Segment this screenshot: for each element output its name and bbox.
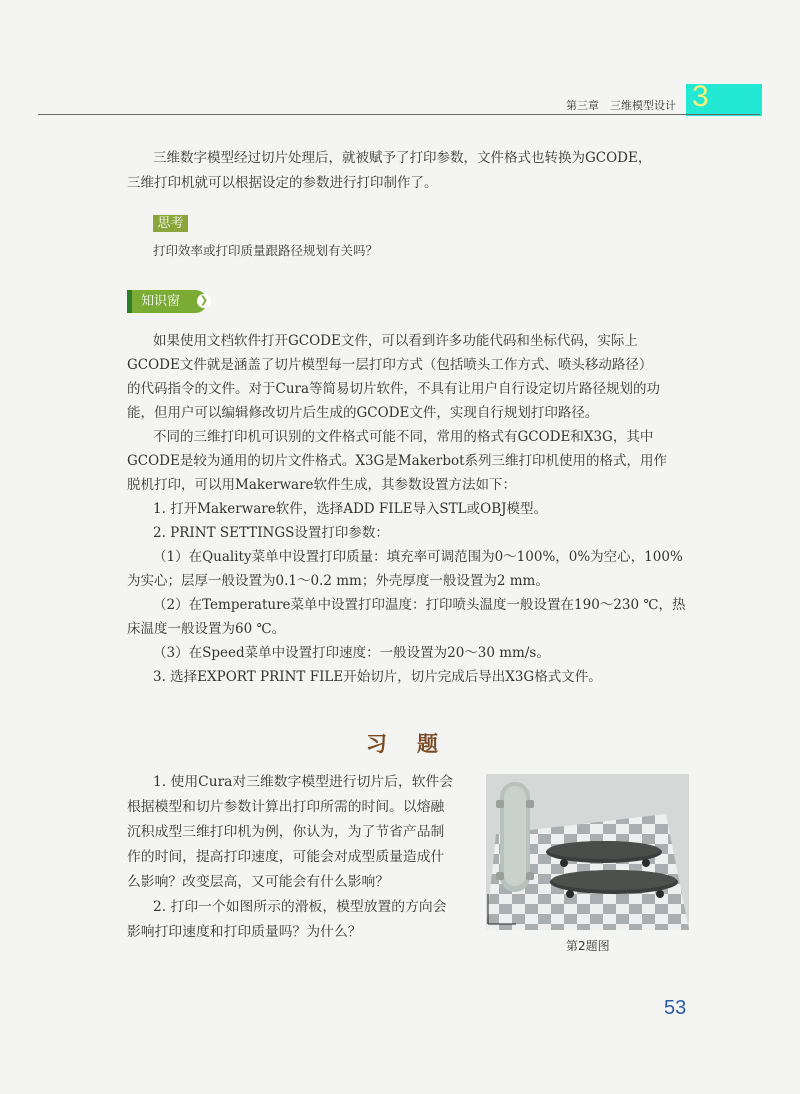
knowledge-line: 2. PRINT SETTINGS设置打印参数： xyxy=(153,525,389,541)
knowledge-line: 为实心；层厚一般设置为0.1～0.2 mm；外壳厚度一般设置为2 mm。 xyxy=(127,573,549,589)
header-rule xyxy=(38,114,760,115)
exercise-line: 2. 打印一个如图所示的滑板，模型放置的方向会 xyxy=(153,899,447,915)
chapter-number: 3 xyxy=(692,80,709,113)
chevron-right-icon: ❯ xyxy=(197,294,211,308)
knowledge-line: GCODE是较为通用的切片文件格式。X3G是Makerbot系列三维打印机使用的格式，用作 xyxy=(127,453,668,469)
think-label: 思考 xyxy=(153,215,188,232)
exercise-line: 作的时间，提高打印速度，可能会对成型质量造成什 xyxy=(127,849,445,865)
exercise-line: 沉积成型三维打印机为例，你认为，为了节省产品制 xyxy=(127,824,445,840)
knowledge-line: 如果使用文档软件打开GCODE文件，可以看到许多功能代码和坐标代码，实际上 xyxy=(153,333,638,349)
exercise-line: 1. 使用Cura对三维数字模型进行切片后，软件会 xyxy=(153,774,454,790)
knowledge-line: （2）在Temperature菜单中设置打印温度：打印喷头温度一般设置在190～230 ℃，热 xyxy=(153,597,686,613)
exercise-line: 么影响？改变层高，又可能会有什么影响？ xyxy=(127,874,390,890)
knowledge-line: GCODE文件就是涵盖了切片模型每一层打印方式（包括喷头工作方式、喷头移动路径） xyxy=(127,357,653,373)
knowledge-line: 的代码指令的文件。对于Cura等简易切片软件，不具有让用户自行设定切片路径规划的功 xyxy=(127,381,661,397)
running-header: 第三章 三维模型设计 xyxy=(566,99,676,112)
knowledge-line: 能，但用户可以编辑修改切片后生成的GCODE文件，实现自行规划打印路径。 xyxy=(127,405,599,421)
exercises-title: 习题 xyxy=(366,732,468,756)
knowledge-line: 床温度一般设置为60 ℃。 xyxy=(127,621,286,637)
knowledge-label: 知识窗 xyxy=(127,290,207,313)
knowledge-line: 3. 选择EXPORT PRINT FILE开始切片，切片完成后导出X3G格式文件。 xyxy=(153,669,602,685)
intro-line: 三维数字模型经过切片处理后，就被赋予了打印参数，文件格式也转换为GCODE， xyxy=(153,150,652,166)
intro-line: 三维打印机就可以根据设定的参数进行打印制作了。 xyxy=(127,175,438,191)
skateboard-figure xyxy=(486,774,689,930)
knowledge-label-bar xyxy=(127,290,132,313)
skateboard-illustration xyxy=(486,774,689,930)
think-question: 打印效率或打印质量跟路径规划有关吗？ xyxy=(153,243,379,258)
figure-caption: 第2题图 xyxy=(566,939,610,953)
knowledge-line: （1）在Quality菜单中设置打印质量：填充率可调范围为0～100%，0%为空心，100% xyxy=(153,549,683,565)
page-number: 53 xyxy=(664,997,687,1019)
knowledge-line: 脱机打印，可以用Makerware软件生成，其参数设置方法如下： xyxy=(127,477,517,493)
knowledge-line: （3）在Speed菜单中设置打印速度：一般设置为20～30 mm/s。 xyxy=(153,645,550,661)
exercise-line: 影响打印速度和打印质量吗？为什么？ xyxy=(127,924,362,940)
exercise-line: 根据模型和切片参数计算出打印所需的时间。以熔融 xyxy=(127,799,445,815)
knowledge-line: 1. 打开Makerware软件，选择ADD FILE导入STL或OBJ模型。 xyxy=(153,501,548,517)
knowledge-line: 不同的三维打印机可识别的文件格式可能不同，常用的格式有GCODE和X3G，其中 xyxy=(153,429,654,445)
